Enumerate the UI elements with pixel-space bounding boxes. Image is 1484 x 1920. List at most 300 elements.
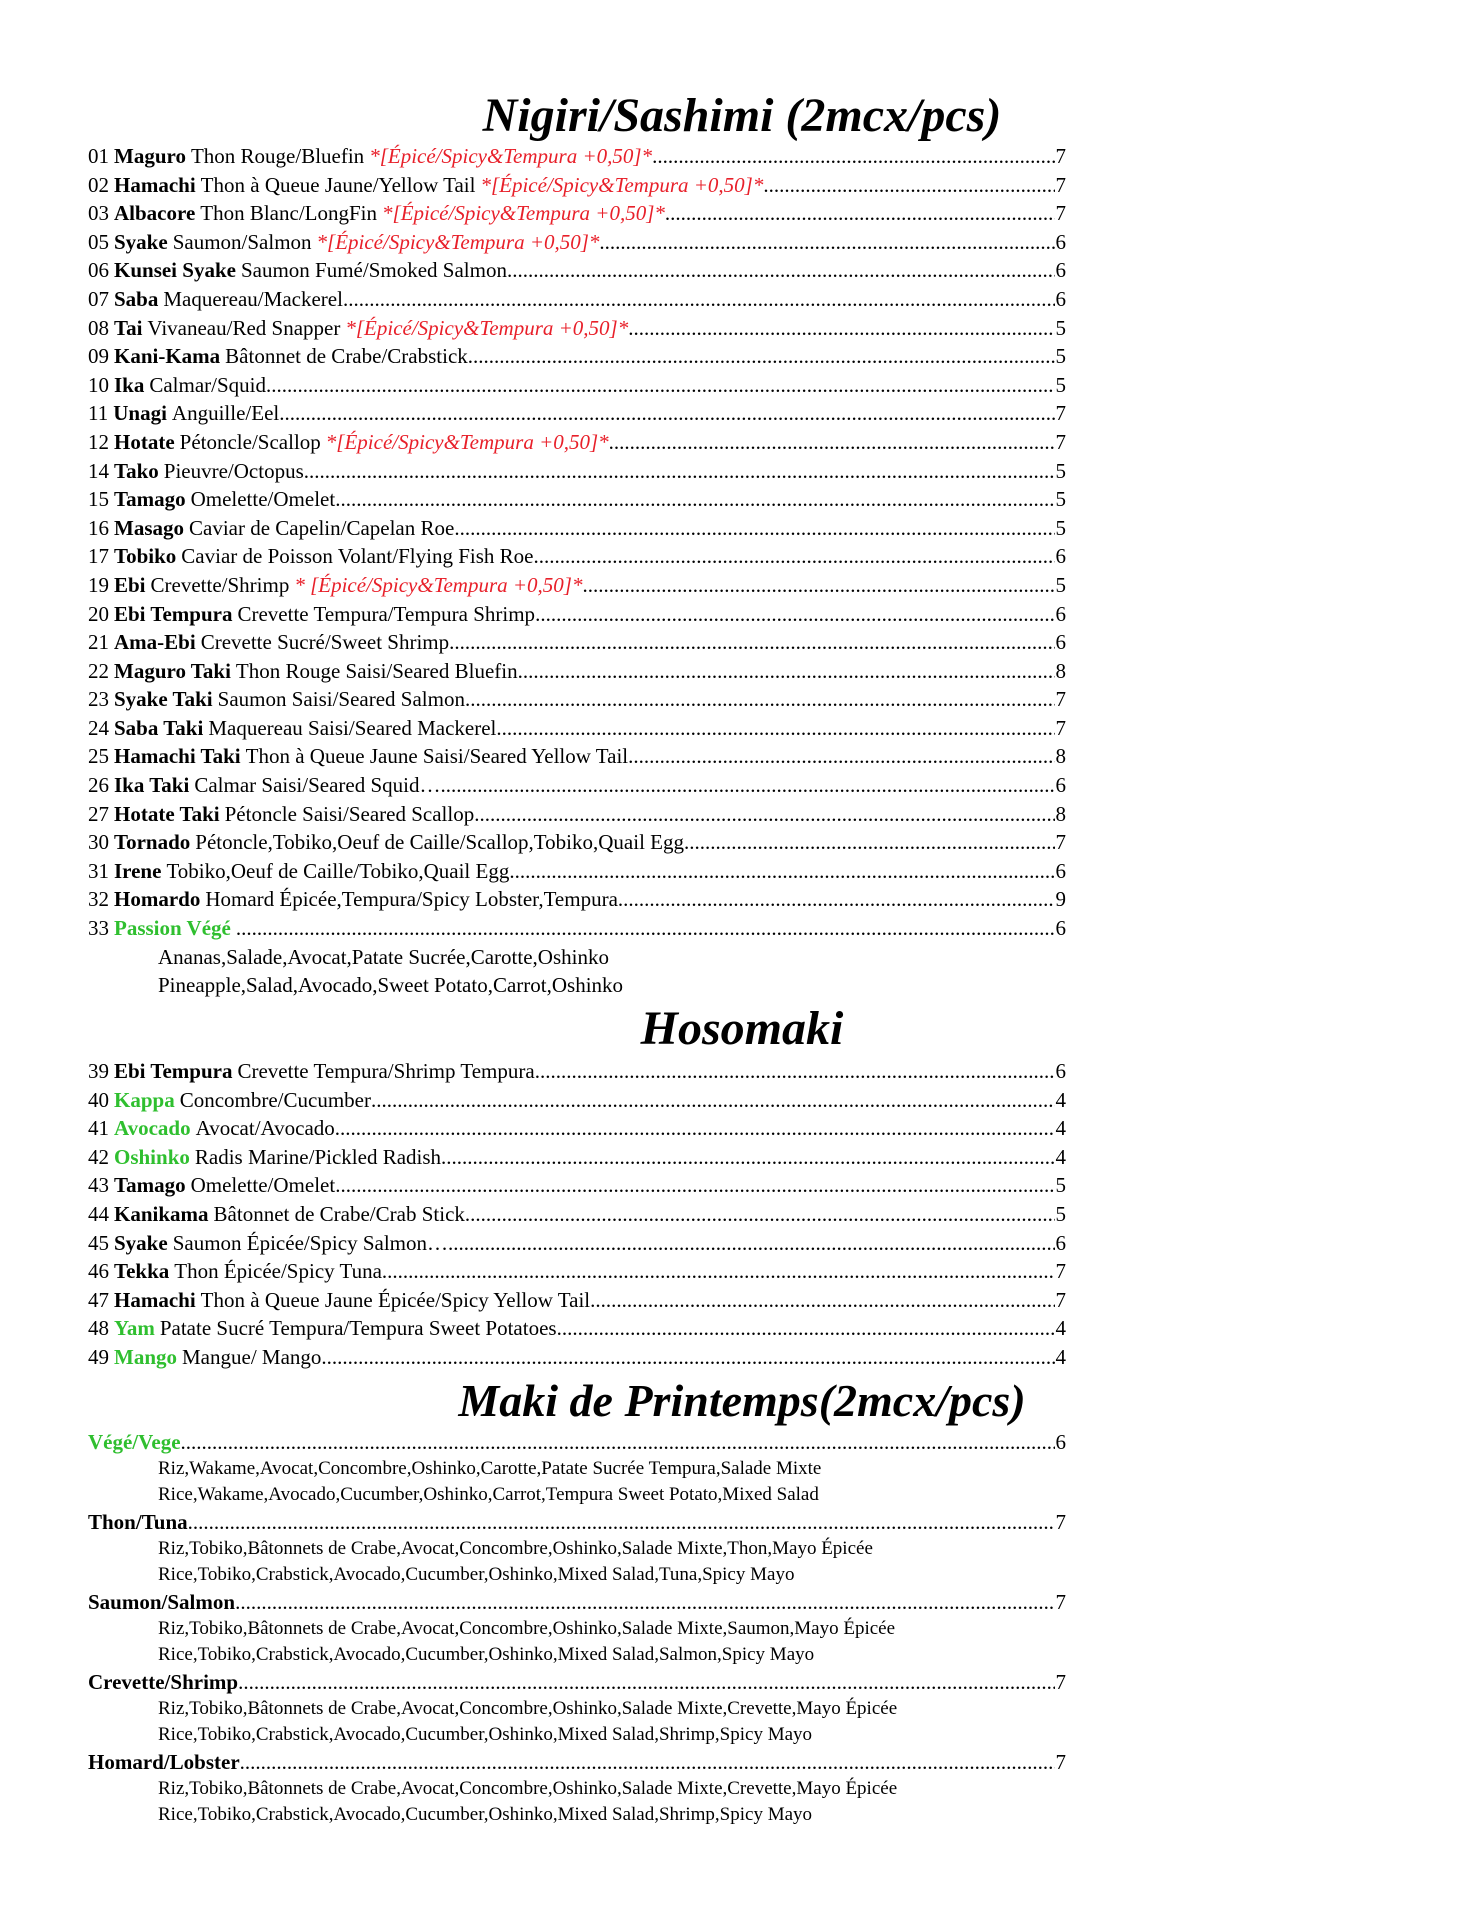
menu-item [88, 1229, 1066, 1258]
item-number: 15 [88, 487, 109, 512]
menu-item-row [88, 1314, 1066, 1343]
item-name: Kappa [114, 1087, 175, 1112]
dot-leader [335, 1114, 1055, 1143]
menu-item [88, 1343, 1066, 1372]
dot-leader [335, 1171, 1054, 1200]
menu-item-row [88, 771, 1066, 800]
dot-leader [509, 857, 1054, 886]
menu-item [88, 285, 1066, 314]
dot-leader [628, 314, 1054, 343]
dot-leader [236, 914, 1055, 943]
item-description: Patate Sucré Tempura/Tempura Sweet Potatoes [159, 1316, 557, 1341]
item-name: Masago [114, 515, 184, 540]
menu-item [88, 1286, 1066, 1315]
dot-leader [343, 285, 1055, 314]
menu-item-row [88, 1257, 1066, 1286]
spicy-option-note: *[Épicé/Spicy&Tempura +0,50]* [316, 229, 600, 254]
menu-item [88, 228, 1066, 257]
menu-item [88, 1057, 1066, 1086]
item-number: 41 [88, 1116, 109, 1141]
item-number: 07 [88, 286, 109, 311]
item-name: Tobiko [114, 544, 177, 569]
item-price: 4 [1055, 1116, 1066, 1141]
item-price: 6 [1055, 916, 1066, 941]
item-price: 5 [1055, 572, 1066, 597]
menu-item-row [88, 399, 1066, 428]
menu-item-row [88, 1668, 1066, 1696]
menu-item [88, 885, 1066, 914]
dot-leader [665, 199, 1055, 228]
item-description: Thon Épicée/Spicy Tuna [174, 1259, 382, 1284]
dot-leader [371, 1086, 1055, 1115]
item-number: 10 [88, 372, 109, 397]
menu-item [88, 1668, 1066, 1748]
item-description: Pétoncle Saisi/Seared Scallop [224, 801, 475, 826]
item-name: Kani-Kama [114, 344, 221, 369]
dot-leader [496, 714, 1054, 743]
item-price: 4 [1055, 1316, 1066, 1341]
item-name: Ebi Tempura [114, 601, 233, 626]
item-description: Maquereau Saisi/Seared Mackerel [208, 715, 497, 740]
menu-item-row [88, 628, 1066, 657]
dot-leader [449, 628, 1054, 657]
item-number: 25 [88, 744, 109, 769]
dot-leader [590, 1286, 1054, 1315]
item-name: Ika [114, 372, 145, 397]
item-price: 5 [1055, 487, 1066, 512]
menu-item [88, 457, 1066, 486]
item-number: 02 [88, 172, 109, 197]
item-name: Tekka [114, 1259, 170, 1284]
item-name: Passion Végé [114, 916, 231, 941]
dot-leader [454, 514, 1054, 543]
item-description: Homard Épicée,Tempura/Spicy Lobster,Tempura [205, 887, 618, 912]
item-price: 7 [1055, 830, 1066, 855]
item-price: 5 [1055, 1201, 1066, 1226]
dot-leader [235, 1588, 1054, 1616]
item-description: Concombre/Cucumber [179, 1087, 371, 1112]
item-price: 6 [1055, 258, 1066, 283]
dot-leader [763, 171, 1054, 200]
menu-item-row [88, 828, 1066, 857]
item-ingredients: Rice,Tobiko,Crabstick,Avocado,Cucumber,Oshinko,Mixed Salad,Tuna,Spicy Mayo [158, 1564, 795, 1585]
dot-leader [684, 828, 1055, 857]
item-number: 32 [88, 887, 109, 912]
item-price: 7 [1055, 1590, 1066, 1614]
item-number: 14 [88, 458, 109, 483]
dot-leader [618, 885, 1055, 914]
item-number: 20 [88, 601, 109, 626]
menu-item [88, 1588, 1066, 1668]
menu-item-row [88, 1057, 1066, 1086]
menu-item-row [88, 885, 1066, 914]
item-name: Ebi Tempura [114, 1059, 233, 1083]
item-description: Tobiko,Oeuf de Caille/Tobiko,Quail Egg [166, 858, 510, 883]
menu-item-row [88, 600, 1066, 629]
item-number: 47 [88, 1287, 109, 1312]
item-number: 17 [88, 544, 109, 569]
item-number: 11 [88, 401, 109, 426]
menu-item-row [88, 1114, 1066, 1143]
dot-leader [266, 371, 1054, 400]
menu-item-row [88, 1200, 1066, 1229]
menu-item [88, 1114, 1066, 1143]
menu-item-row [88, 371, 1066, 400]
item-number: 43 [88, 1173, 109, 1198]
item-number: 09 [88, 344, 109, 369]
item-price: 8 [1055, 801, 1066, 826]
item-description: Crevette Tempura/Shrimp Tempura [237, 1059, 535, 1083]
menu-item-row [88, 485, 1066, 514]
item-price: 6 [1055, 544, 1066, 569]
menu-item-row [88, 1428, 1066, 1456]
spicy-option-note: *[Épicé/Spicy&Tempura +0,50]* [369, 144, 653, 168]
item-name: Saba Taki [114, 715, 204, 740]
menu-item-row [88, 1171, 1066, 1200]
item-number: 31 [88, 858, 109, 883]
menu-item-row [88, 1143, 1066, 1172]
menu-item [88, 371, 1066, 400]
item-price: 4 [1055, 1087, 1066, 1112]
item-name: Ama-Ebi [114, 630, 196, 655]
item-price: 6 [1055, 229, 1066, 254]
item-name: Végé/Vege [88, 1430, 181, 1454]
item-description: Thon à Queue Jaune/Yellow Tail [200, 172, 476, 197]
item-ingredients: Pineapple,Salad,Avocado,Sweet Potato,Carrot,Oshinko [158, 973, 624, 998]
item-price: 6 [1055, 858, 1066, 883]
dot-leader [582, 571, 1054, 600]
menu-item-row [88, 685, 1066, 714]
item-description: Pieuvre/Octopus [163, 458, 304, 483]
dot-leader [181, 1428, 1055, 1456]
menu-item [88, 1143, 1066, 1172]
item-name: Albacore [114, 201, 196, 226]
item-name: Tamago [114, 487, 186, 512]
dot-leader [518, 657, 1055, 686]
item-number: 40 [88, 1087, 109, 1112]
spicy-option-note: *[Épicé/Spicy&Tempura +0,50]* [325, 429, 609, 454]
menu-item [88, 314, 1066, 343]
item-number: 21 [88, 630, 109, 655]
item-name: Hamachi [114, 172, 196, 197]
dot-leader [474, 800, 1054, 829]
dot-leader [440, 771, 1054, 800]
dot-leader [188, 1508, 1055, 1536]
item-name: Syake [114, 229, 168, 254]
item-price: 6 [1055, 601, 1066, 626]
item-description: Bâtonnet de Crabe/Crabstick [225, 344, 468, 369]
item-price: 7 [1055, 172, 1066, 197]
item-description: Saumon Fumé/Smoked Salmon [240, 258, 507, 283]
item-ingredients: Riz,Tobiko,Bâtonnets de Crabe,Avocat,Concombre,Oshinko,Salade Mixte,Crevette,Mayo Épicée [158, 1778, 898, 1799]
item-description: Saumon/Salmon [172, 229, 312, 254]
item-price: 5 [1055, 344, 1066, 369]
menu-item-row [88, 914, 1066, 943]
item-price: 6 [1055, 773, 1066, 798]
spicy-option-note: *[Épicé/Spicy&Tempura +0,50]* [382, 201, 665, 226]
menu-item [88, 1200, 1066, 1229]
item-number: 03 [88, 201, 109, 226]
menu-item [88, 857, 1066, 886]
item-description: Thon Rouge Saisi/Seared Bluefin [235, 658, 518, 683]
item-price: 5 [1055, 315, 1066, 340]
item-name: Homard/Lobster [88, 1750, 240, 1774]
item-description: Thon à Queue Jaune Épicée/Spicy Yellow Tail [200, 1287, 591, 1312]
item-name: Yam [114, 1316, 155, 1341]
menu-item-row [88, 657, 1066, 686]
spicy-option-note: *[Épicé/Spicy&Tempura +0,50]* [480, 172, 764, 197]
item-name: Crevette/Shrimp [88, 1670, 239, 1694]
item-number: 23 [88, 687, 109, 712]
item-number: 06 [88, 258, 109, 283]
item-ingredients: Riz,Tobiko,Bâtonnets de Crabe,Avocat,Concombre,Oshinko,Salade Mixte,Saumon,Mayo Épicée [158, 1618, 896, 1639]
item-ingredients: Rice,Tobiko,Crabstick,Avocado,Cucumber,Oshinko,Mixed Salad,Shrimp,Spicy Mayo [158, 1804, 813, 1825]
item-description: Caviar de Poisson Volant/Flying Fish Roe [181, 544, 534, 569]
item-price: 5 [1055, 458, 1066, 483]
item-price: 7 [1055, 1510, 1066, 1534]
dot-leader [448, 1229, 1055, 1258]
menu-item-row [88, 714, 1066, 743]
menu-item [88, 399, 1066, 428]
item-number: 49 [88, 1344, 109, 1369]
item-number: 27 [88, 801, 109, 826]
item-number: 08 [88, 315, 109, 340]
dot-leader [652, 142, 1054, 171]
item-ingredients: Riz,Wakame,Avocat,Concombre,Oshinko,Carotte,Patate Sucrée Tempura,Salade Mixte [158, 1458, 822, 1479]
dot-leader [465, 685, 1055, 714]
menu-item [88, 199, 1066, 228]
item-number: 42 [88, 1144, 109, 1169]
dot-leader [321, 1343, 1054, 1372]
menu-item [88, 1086, 1066, 1115]
item-description: Saumon Saisi/Seared Salmon [217, 687, 465, 712]
dot-leader [533, 542, 1054, 571]
item-name: Saba [114, 286, 159, 311]
item-price: 7 [1055, 687, 1066, 712]
menu-item-row [88, 1229, 1066, 1258]
maki-printemps-list [88, 1428, 1066, 1828]
menu-item [88, 542, 1066, 571]
menu-item [88, 1257, 1066, 1286]
item-name: Hamachi Taki [114, 744, 241, 769]
item-ingredients: Rice,Tobiko,Crabstick,Avocado,Cucumber,Oshinko,Mixed Salad,Salmon,Spicy Mayo [158, 1644, 815, 1665]
item-name: Tornado [114, 830, 191, 855]
hosomaki-list [88, 1057, 1066, 1372]
item-ingredients: Ananas,Salade,Avocat,Patate Sucrée,Carotte,Oshinko [158, 944, 609, 969]
item-number: 12 [88, 429, 109, 454]
item-price: 4 [1055, 1344, 1066, 1369]
item-price: 7 [1055, 1670, 1066, 1694]
menu-item [88, 142, 1066, 171]
item-number: 39 [88, 1059, 109, 1083]
menu-item-row [88, 800, 1066, 829]
dot-leader [535, 1057, 1055, 1086]
item-name: Irene [114, 858, 162, 883]
item-price: 7 [1055, 144, 1066, 168]
item-number: 46 [88, 1259, 109, 1284]
item-description: Omelette/Omelet [190, 487, 336, 512]
menu-item [88, 256, 1066, 285]
item-name: Maguro [114, 144, 186, 168]
item-ingredients: Riz,Tobiko,Bâtonnets de Crabe,Avocat,Concombre,Oshinko,Salade Mixte,Thon,Mayo Épicée [158, 1538, 873, 1559]
menu-item [88, 685, 1066, 714]
hosomaki-title: Hosomaki [640, 1002, 844, 1055]
item-price: 7 [1055, 201, 1066, 226]
dot-leader [507, 256, 1055, 285]
nigiri-sashimi-list [88, 142, 1066, 1000]
item-name: Kanikama [114, 1201, 209, 1226]
item-price: 5 [1055, 1173, 1066, 1198]
menu-item-row [88, 199, 1066, 228]
item-ingredients: Rice,Wakame,Avocado,Cucumber,Oshinko,Carrot,Tempura Sweet Potato,Mixed Salad [158, 1484, 819, 1505]
menu-item [88, 342, 1066, 371]
menu-item-row [88, 542, 1066, 571]
item-price: 4 [1055, 1144, 1066, 1169]
dot-leader [609, 428, 1055, 457]
item-number: 33 [88, 916, 109, 941]
dot-leader [628, 742, 1054, 771]
item-name: Hamachi [114, 1287, 196, 1312]
menu-item [88, 1314, 1066, 1343]
item-description: Bâtonnet de Crabe/Crab Stick [213, 1201, 465, 1226]
menu-item-row [88, 142, 1066, 171]
item-name: Maguro Taki [114, 658, 231, 683]
item-name: Ebi [114, 572, 146, 597]
menu-item [88, 1171, 1066, 1200]
dot-leader [335, 485, 1054, 514]
item-name: Tako [114, 458, 159, 483]
item-price: 5 [1055, 372, 1066, 397]
item-name: Thon/Tuna [88, 1510, 188, 1534]
item-description: Omelette/Omelet [190, 1173, 336, 1198]
menu-item [88, 171, 1066, 200]
menu-item-row [88, 457, 1066, 486]
menu-item [88, 714, 1066, 743]
dot-leader [279, 399, 1054, 428]
menu-item [88, 600, 1066, 629]
item-description: Mangue/ Mango [182, 1344, 322, 1369]
dot-leader [468, 342, 1055, 371]
menu-item [88, 657, 1066, 686]
item-description: Thon Blanc/LongFin [200, 201, 378, 226]
spicy-option-note: * [Épicé/Spicy&Tempura +0,50]* [294, 572, 583, 597]
item-number: 05 [88, 229, 109, 254]
menu-item [88, 1508, 1066, 1588]
item-name: Unagi [113, 401, 167, 426]
item-description: Maquereau/Mackerel [163, 286, 343, 311]
menu-item [88, 742, 1066, 771]
menu-item [88, 800, 1066, 829]
item-price: 7 [1055, 1750, 1066, 1774]
menu-item [88, 1428, 1066, 1508]
menu-item-row [88, 342, 1066, 371]
menu-item-row [88, 428, 1066, 457]
item-description: Caviar de Capelin/Capelan Roe [189, 515, 455, 540]
item-description: Calmar Saisi/Seared Squid… [194, 773, 441, 798]
menu-item-row [88, 228, 1066, 257]
menu-item-row [88, 256, 1066, 285]
item-ingredients: Rice,Tobiko,Crabstick,Avocado,Cucumber,Oshinko,Mixed Salad,Shrimp,Spicy Mayo [158, 1724, 813, 1745]
dot-leader [304, 457, 1055, 486]
item-description: Crevette Sucré/Sweet Shrimp [200, 630, 450, 655]
menu-item [88, 1748, 1066, 1828]
item-name: Hotate [114, 429, 175, 454]
menu-item-row [88, 742, 1066, 771]
item-name: Oshinko [114, 1144, 190, 1169]
item-price: 7 [1055, 429, 1066, 454]
dot-leader [599, 228, 1054, 257]
item-price: 6 [1055, 1059, 1066, 1083]
item-price: 6 [1055, 286, 1066, 311]
menu-item-row [88, 1508, 1066, 1536]
item-price: 8 [1055, 744, 1066, 769]
item-name: Saumon/Salmon [88, 1590, 236, 1614]
item-price: 5 [1055, 515, 1066, 540]
item-name: Tamago [114, 1173, 186, 1198]
item-description: Thon à Queue Jaune Saisi/Seared Yellow Tail [245, 744, 629, 769]
menu-item-row [88, 285, 1066, 314]
item-description: Crevette Tempura/Tempura Shrimp [237, 601, 536, 626]
menu-item-row [88, 514, 1066, 543]
menu-item [88, 828, 1066, 857]
item-description: Crevette/Shrimp [150, 572, 290, 597]
item-name: Avocado [114, 1116, 191, 1141]
item-name: Syake Taki [114, 687, 213, 712]
item-number: 01 [88, 144, 109, 168]
item-name: Hotate Taki [114, 801, 220, 826]
item-price: 9 [1055, 887, 1066, 912]
item-number: 48 [88, 1316, 109, 1341]
menu-item [88, 628, 1066, 657]
menu-item-row [88, 571, 1066, 600]
item-number: 19 [88, 572, 109, 597]
dot-leader [557, 1314, 1055, 1343]
item-description: Saumon Épicée/Spicy Salmon… [172, 1230, 448, 1255]
menu-item [88, 428, 1066, 457]
item-price: 6 [1055, 630, 1066, 655]
dot-leader [238, 1668, 1054, 1696]
item-price: 7 [1055, 1287, 1066, 1312]
item-price: 7 [1055, 715, 1066, 740]
item-description: Avocat/Avocado [195, 1116, 335, 1141]
item-number: 44 [88, 1201, 109, 1226]
item-number: 45 [88, 1230, 109, 1255]
menu-item-row [88, 1286, 1066, 1315]
item-description: Vivaneau/Red Snapper [147, 315, 341, 340]
dot-leader [535, 600, 1054, 629]
spicy-option-note: *[Épicé/Spicy&Tempura +0,50]* [345, 315, 629, 340]
menu-item [88, 571, 1066, 600]
item-description: Calmar/Squid [149, 372, 267, 397]
menu-item-row [88, 171, 1066, 200]
item-name: Homardo [114, 887, 201, 912]
item-description: Pétoncle/Scallop [179, 429, 321, 454]
item-number: 30 [88, 830, 109, 855]
item-number: 26 [88, 773, 109, 798]
item-description: Radis Marine/Pickled Radish [194, 1144, 442, 1169]
item-name: Tai [114, 315, 143, 340]
menu-item-row [88, 857, 1066, 886]
menu-item [88, 771, 1066, 800]
item-number: 22 [88, 658, 109, 683]
item-description: Pétoncle,Tobiko,Oeuf de Caille/Scallop,Tobiko,Quail Egg [195, 830, 684, 855]
item-price: 7 [1055, 401, 1066, 426]
item-price: 7 [1055, 1259, 1066, 1284]
menu-item [88, 485, 1066, 514]
item-description: Anguille/Eel [171, 401, 280, 426]
dot-leader [240, 1748, 1055, 1776]
dot-leader [465, 1200, 1055, 1229]
